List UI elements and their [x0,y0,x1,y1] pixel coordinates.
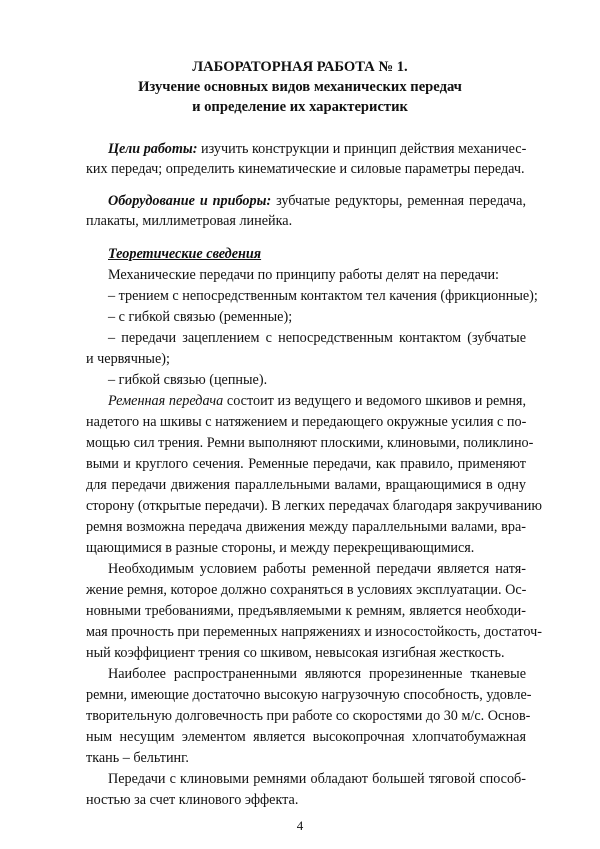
list-item: – передачи зацеплением с непосредственным контактом (зубчатые [108,330,526,346]
para2-line-last: ный коэффициент трения со шкивом, невысокая изгибная жесткость. [86,645,505,661]
list-item-continuation: и червячные); [86,351,170,367]
theory-heading-text: Теоретические сведения [108,246,262,262]
equipment-label: Оборудование и приборы: [108,193,272,209]
para2-line: Необходимым условием работы ременной передачи является натя- [108,561,526,577]
para3-line: ным несущим элементом является высокопрочная хлопчатобумажная [86,729,526,745]
para4-line-last: ностью за счет клинового эффекта. [86,792,299,808]
theory-heading [108,244,261,264]
para1-line: мощью сил трения. Ремни выполняют плоскими, клиновыми, поликлино- [86,435,534,451]
equipment-line-1 [86,191,526,211]
para3-line-last: ткань – бельтинг. [86,750,189,766]
goals-text-1: изучить конструкции и принцип действия механичес- [197,141,527,157]
para1-line: для передачи движения параллельными валами, вращающимися в одну [86,477,526,493]
para3-line: творительную долговечность при работе со скоростями до 30 м/с. Основ- [86,708,531,724]
goals-line-1 [86,139,526,159]
para1-line-1 [108,391,526,411]
para1-line: надетого на шкивы с натяжением и передающего окружные усилия с по- [86,414,527,430]
list-item: – с гибкой связью (ременные); [108,309,293,325]
para1-first-text: состоит из ведущего и ведомого шкивов и ремня, [223,393,526,409]
belt-drive-term: Ременная передача [108,393,224,409]
para3-line: ремни, имеющие достаточно высокую нагрузочную способность, удовле- [86,687,532,703]
para2-line: новными требованиями, предъявляемыми к ремням, является необходи- [86,603,526,619]
para3-line: Наиболее распространенными являются прорезиненные тканевые [108,666,526,682]
list-item: – трением с непосредственным контактом тел качения (фрикционные); [108,288,538,304]
para2-line: жение ремня, которое должно сохраняться в условиях эксплуатации. Ос- [86,582,527,598]
page-number: 4 [296,818,304,833]
lab-subtitle-line-2: и определение их характеристик [192,99,408,115]
theory-intro: Механические передачи по принципу работы делят на передачи: [108,267,499,283]
para1-line-last: щающимися в разные стороны, и между перекрещивающимися. [86,540,475,556]
para2-line: мая прочность при переменных напряжениях и износостойкость, достаточ- [86,624,542,640]
equipment-text-1: зубчатые редукторы, ременная передача, [271,193,526,209]
lab-title: ЛАБОРАТОРНАЯ РАБОТА № 1. [192,59,408,75]
para1-line: выми и круглого сечения. Ременные передачи, как правило, применяют [86,456,526,472]
goals-line-2: ких передач; определить кинематические и силовые параметры передач. [86,161,525,177]
list-item: – гибкой связью (цепные). [108,372,268,388]
para1-line: ремня возможна передача движения между параллельными валами, вра- [86,519,526,535]
lab-subtitle-line-1: Изучение основных видов механических передач [138,79,462,95]
goals-label: Цели работы: [108,141,198,157]
para4-line: Передачи с клиновыми ремнями обладают большей тяговой способ- [108,771,526,787]
para1-line: сторону (открытые передачи). В легких передачах благодаря закручиванию [86,498,542,514]
equipment-line-2: плакаты, миллиметровая линейка. [86,213,293,229]
